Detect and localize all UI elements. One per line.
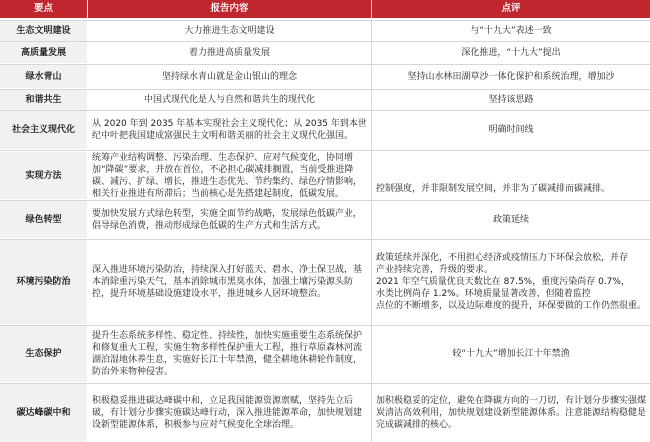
column-divider [371,0,372,442]
row-content: 从 2020 年到 2035 年基本实现社会主义现代化；从 2035 年到本世纪中叶把我国建成富强民主文明和谐美丽的社会主义现代化强国。 [92,119,367,141]
row-divider [0,64,650,65]
row-key: 绿水青山 [0,65,87,88]
comment-line: 水类比例尚存 1.2%。环境质量显著改善，但随着监控 [376,289,591,299]
row-key: 绿色转型 [0,201,87,238]
header-comment: 点评 [372,0,650,18]
row-comment: 控制强度，并非限制发展空间，并非为了碳减排而碳减排。 [376,184,611,194]
table-row [0,152,650,199]
comment-line: 政策延续并深化，不用担心经济或疫情压力下环保会放松，并存 [376,253,629,263]
header-content: 报告内容 [88,0,371,18]
table-row [0,21,650,41]
row-content: 中国式现代化是人与自然和谐共生的现代化 [143,95,315,105]
row-comment: 坚持该思路 [488,95,534,105]
table-row [0,65,650,88]
comment-line: 产业持续完善，升级的要求。 [376,265,494,275]
row-divider [0,383,650,384]
table-header [0,0,650,18]
row-comment: 与“十九大”表述一致 [470,26,552,36]
row-key: 和谐共生 [0,90,87,110]
table-row [0,90,650,110]
row-comment: 坚持山水林田湖草沙一体化保护和系统治理，增加沙 [407,71,615,82]
row-divider [0,110,650,111]
row-divider [0,239,650,240]
row-content: 积极稳妥推进碳达峰碳中和，立足我国能源资源禀赋，坚持先立后破，有计划分步骤实施碳达峰行动，深入推进能源革命，加快规划建设新型能源体系，积极参与应对气候变化全球治理。 [92,396,363,430]
table-row [0,42,650,63]
table-row [0,384,650,442]
row-content: 深入推进环境污染防治，持续深入打好蓝天、碧水、净土保卫战，基本消除重污染天气，基本消除城市黑臭水体，加强土壤污染源头防控，提升环境基础设施建设水平，推进城乡人居环境整治。 [92,265,363,299]
row-key: 生态文明建设 [0,21,87,41]
table-row [0,111,650,149]
row-key: 实现方法 [0,152,87,199]
row-comment: 政策延续 [492,214,529,225]
row-key: 环境污染防治 [0,240,87,324]
row-key: 社会主义现代化 [0,111,87,149]
row-key: 高质量发展 [0,42,87,63]
row-comment [372,240,650,324]
row-comment: 较“十九大”增加长江十年禁渔 [452,349,570,359]
row-divider [0,150,650,151]
row-divider [0,200,650,201]
row-divider [0,325,650,326]
row-key: 碳达峰碳中和 [0,384,87,442]
row-comment: 加积极稳妥的定位，避免在降碳方向的一刀切，有计划分步骤实强煤炭清洁高效利用，加快规划建设新型能源体系。注意能源结构稳健是完成碳减排的核心。 [376,396,647,430]
row-content: 大力推进生态文明建设 [184,26,275,36]
row-content: 要加快发展方式绿色转型，实施全面节约战略，发展绿色低碳产业，倡导绿色消费，推动形成绿色低碳的生产方式和生活方式。 [92,208,363,231]
row-content: 着力推进高质量发展 [188,47,270,58]
table-row [0,326,650,382]
row-comment: 明确时间线 [488,125,534,135]
row-content: 坚持绿水青山就是金山银山的理念 [161,71,297,82]
table-row [0,201,650,238]
comment-line: 2021 年空气质量优良天数比在 87.5%，重度污染尚存 0.7%， [376,277,630,287]
header-key: 要点 [0,0,87,18]
table-row [0,240,650,324]
row-divider [0,89,650,90]
comment-line: 点位的不断增多，以及边际难度的提升，环保要做的工作仍然很重。 [376,301,647,311]
row-divider [0,20,650,21]
row-content: 统筹产业结构调整、污染治理、生态保护、应对气候变化，协同增加“降碳”要求，并放在首位，不必担心碳减排搁置，当前受推进降碳、减污、扩绿、增长，推进生态优先、节约集约、绿色疗情影响，相关行业推进有所滞后；当前核心是先搭建起制度，低碳发展。 [92,152,363,199]
row-comment: 深化推进，“十九大”提出 [461,47,561,58]
row-key: 生态保护 [0,326,87,382]
row-divider [0,41,650,42]
row-content: 提升生态系统多样性、稳定性、持续性，加快实施重要生态系统保护和修复重大工程，实施生物多样性保护重大工程，推行草原森林河流湖泊湿地休养生息，实施好长江十年禁渔，健全耕地休耕轮作制度，防治外来物种侵害。 [92,331,363,377]
